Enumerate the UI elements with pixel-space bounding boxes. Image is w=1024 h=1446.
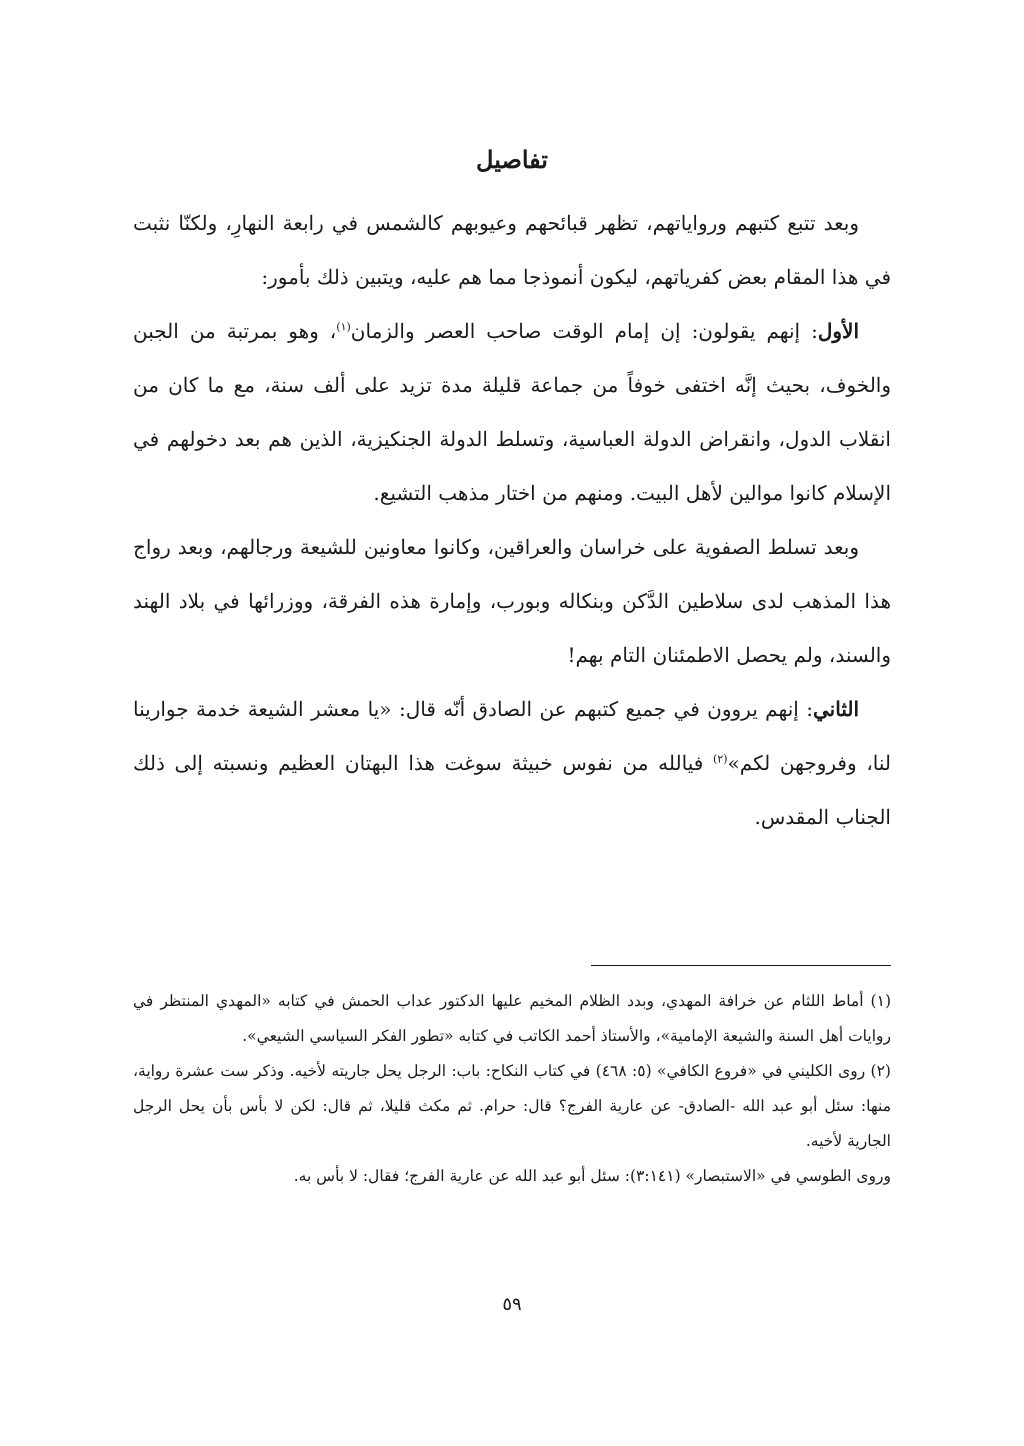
section-title: تفاصيل bbox=[476, 145, 548, 174]
paragraph-text: فيالله من نفوس خبيثة سوغت هذا البهتان العظيم ونسبته إلى ذلك الجناب المقدس. bbox=[133, 751, 891, 829]
paragraph-text: : إنهم يقولون: إن إمام الوقت صاحب العصر والزمان bbox=[350, 319, 818, 343]
footnote-divider bbox=[591, 965, 891, 966]
footnote-2-continued: وروى الطوسي في «الاستبصار» (٣:١٤١): سئل أبو عبد الله عن عارية الفرج؛ فقال: لا بأس به. bbox=[293, 1167, 891, 1185]
footnote-ref-1: (١) bbox=[336, 320, 351, 334]
footnote-1: (١) أماط اللثام عن خرافة المهدي، وبدد الظلام المخيم عليها الدكتور عداب الحمش في كتابه «المهدي المنتظر في روايات أهل السنة والشيعة الإمامية»، والأستاذ أحمد الكاتب في كتابه «تطور الفكر السياسي الشيعي». bbox=[133, 992, 891, 1045]
paragraph-text: ، وهو بمرتبة من الجبن والخوف، بحيث إنَّه اختفى خوفاً من جماعة قليلة مدة تزيد على ألف سنة، مع ما كان من انقلاب الدول، وانقراض الدولة العباسية، وتسلط الدولة الجنكيزية، الذين هم بعد دخولهم في الإسلام كانوا موالين لأهل البيت. ومنهم من اختار مذهب التشيع. bbox=[133, 319, 891, 505]
main-text bbox=[133, 196, 891, 844]
footnote-ref-2: (٢) bbox=[713, 752, 728, 766]
paragraph-safavid: وبعد تسلط الصفوية على خراسان والعراقين، وكانوا معاونين للشيعة ورجالهم، وبعد رواج هذا المذهب لدى سلاطين الدَّكن وبنكاله وبورب، وإمارة هذه الفرقة، ووزرائها في بلاد الهند والسند، ولم يحصل الاطمئنان التام بهم! bbox=[133, 535, 891, 667]
point-label-first: الأول bbox=[817, 319, 859, 343]
point-label-second: الثاني bbox=[812, 697, 859, 721]
footnote-2: (٢) روى الكليني في «فروع الكافي» (٥: ٤٦٨) في كتاب النكاح: باب: الرجل يحل جاريته لأخيه. وذكر ست عشرة رواية، منها: سئل أبو عبد الله -الصادق- عن عارية الفرج؟ قال: حرام. ثم مكث قليلا، ثم قال: لكن لا بأس بأن يحل الرجل الجارية لأخيه. bbox=[133, 1062, 891, 1150]
paragraph-first-point bbox=[133, 304, 891, 520]
footnotes bbox=[133, 984, 891, 1194]
paragraph-second-point bbox=[133, 682, 891, 844]
page-number-footer: ٥٩ bbox=[502, 1294, 522, 1315]
paragraph-text: : إنهم يروون في جميع كتبهم عن الصادق أنّه قال: «يا معشر الشيعة خدمة جوارينا لنا، وفروجهن لكم» bbox=[133, 697, 891, 775]
paragraph-intro: وبعد تتبع كتبهم ورواياتهم، تظهر قبائحهم وعيوبهم كالشمس في رابعة النهارِ، ولكنّا نثبت في هذا المقام بعض كفرياتهم، ليكون أنموذجا مما هم عليه، ويتبين ذلك بأمور: bbox=[133, 211, 891, 289]
